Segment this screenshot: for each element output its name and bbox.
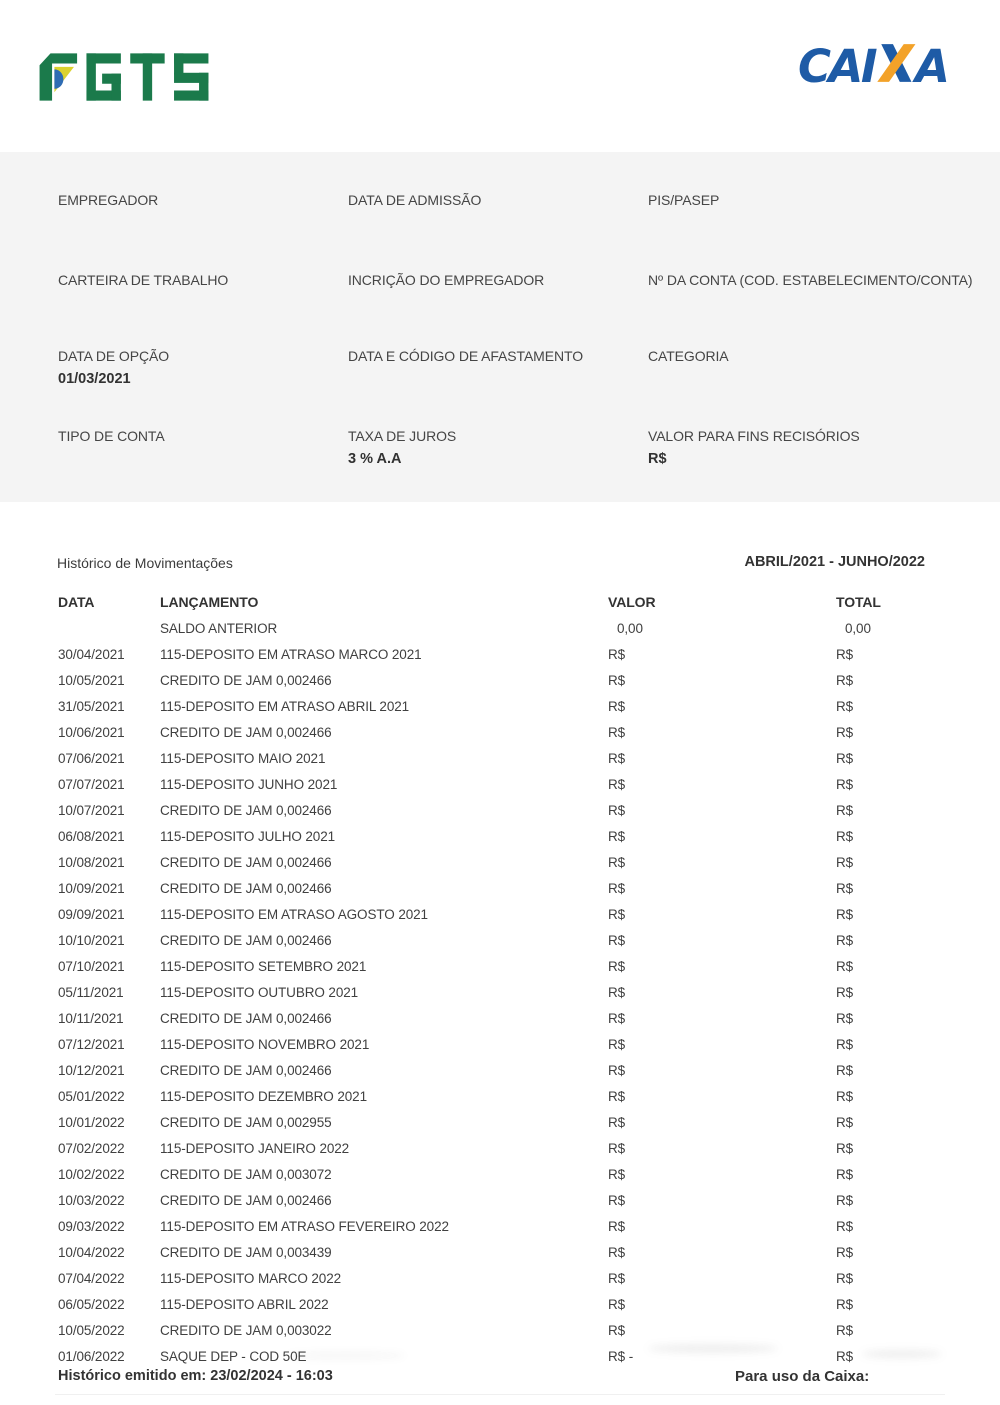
cell-lancamento: 115-DEPOSITO JANEIRO 2022 xyxy=(160,1140,350,1156)
info-label: CARTEIRA DE TRABALHO xyxy=(58,272,229,288)
caixa-logo-text-left: CAI xyxy=(798,39,876,93)
cell-lancamento: CREDITO DE JAM 0,002466 xyxy=(160,1192,332,1208)
scan-smudge xyxy=(286,1352,406,1359)
cell-date: 10/10/2021 xyxy=(58,932,125,948)
cell-valor: R$ xyxy=(608,672,626,688)
cell-valor: 0,00 xyxy=(617,620,643,636)
cell-date: 10/05/2022 xyxy=(58,1322,125,1338)
cell-date: 09/09/2021 xyxy=(58,906,125,922)
cell-date: 07/02/2022 xyxy=(58,1140,125,1156)
cell-valor: R$ xyxy=(608,1088,626,1104)
cell-date: 10/11/2021 xyxy=(58,1010,124,1026)
cell-valor: R$ xyxy=(608,958,626,974)
cell-date: 09/03/2022 xyxy=(58,1218,125,1234)
cell-total: R$ xyxy=(836,984,854,1000)
caixa-logo-text-right: A xyxy=(915,39,948,93)
info-field xyxy=(348,428,648,467)
info-label: TAXA DE JUROS xyxy=(348,428,457,444)
cell-valor: R$ xyxy=(608,1296,626,1312)
cell-lancamento: CREDITO DE JAM 0,002955 xyxy=(160,1114,332,1130)
cell-total: R$ xyxy=(836,646,854,662)
cell-valor: R$ xyxy=(608,1192,626,1208)
cell-total: R$ xyxy=(836,1062,854,1078)
table-row xyxy=(58,979,948,1005)
cell-valor: R$ xyxy=(608,1270,626,1286)
info-field xyxy=(58,428,358,444)
cell-lancamento: 115-DEPOSITO EM ATRASO ABRIL 2021 xyxy=(160,698,410,714)
cell-total: R$ xyxy=(836,906,854,922)
table-row xyxy=(58,1031,948,1057)
cell-total: R$ xyxy=(836,932,854,948)
cell-lancamento: 115-DEPOSITO SETEMBRO 2021 xyxy=(160,958,367,974)
cell-total: R$ xyxy=(836,724,854,740)
column-header-data: DATA xyxy=(58,594,95,610)
cell-valor: R$ xyxy=(608,646,626,662)
cell-lancamento: CREDITO DE JAM 0,002466 xyxy=(160,1010,332,1026)
cell-lancamento: 115-DEPOSITO EM ATRASO FEVEREIRO 2022 xyxy=(160,1218,449,1234)
cell-lancamento: 115-DEPOSITO EM ATRASO AGOSTO 2021 xyxy=(160,906,428,922)
info-value: 01/03/2021 xyxy=(58,371,131,387)
table-row xyxy=(58,875,948,901)
info-label: INCRIÇÃO DO EMPREGADOR xyxy=(348,272,545,288)
cell-total: R$ xyxy=(836,1322,854,1338)
info-label: DATA DE ADMISSÃO xyxy=(348,192,482,208)
table-row xyxy=(58,1265,948,1291)
table-row xyxy=(58,641,948,667)
fgts-logo xyxy=(38,50,210,109)
cell-total: R$ xyxy=(836,1140,854,1156)
column-header-valor: VALOR xyxy=(608,594,656,610)
cell-total: R$ xyxy=(836,1114,854,1130)
cell-total: R$ xyxy=(836,854,854,870)
info-field xyxy=(348,272,648,288)
cell-lancamento: SAQUE DEP - COD 50E xyxy=(160,1348,307,1364)
cell-valor: R$ xyxy=(608,776,626,792)
cell-valor: R$ xyxy=(608,1062,626,1078)
info-field xyxy=(58,348,358,387)
cell-total: R$ xyxy=(836,1244,854,1260)
table-header-row xyxy=(58,589,948,615)
table-body xyxy=(58,615,948,1369)
cell-valor: R$ xyxy=(608,906,626,922)
table-row xyxy=(58,1083,948,1109)
cell-total: R$ xyxy=(836,1270,854,1286)
cell-total: R$ xyxy=(836,880,854,896)
table-row xyxy=(58,1187,948,1213)
cell-date: 07/12/2021 xyxy=(58,1036,125,1052)
footer-divider xyxy=(55,1394,945,1395)
history-period: ABRIL/2021 - JUNHO/2022 xyxy=(744,554,925,570)
table-row xyxy=(58,615,948,641)
info-label: EMPREGADOR xyxy=(58,192,159,208)
info-label: Nº DA CONTA (COD. ESTABELECIMENTO/CONTA) xyxy=(648,272,973,288)
cell-date: 10/05/2021 xyxy=(58,672,125,688)
cell-total: R$ xyxy=(836,1010,854,1026)
cell-total: R$ xyxy=(836,802,854,818)
cell-total: R$ xyxy=(836,750,854,766)
table-row xyxy=(58,953,948,979)
table-row xyxy=(58,927,948,953)
cell-valor: R$ xyxy=(608,1114,626,1130)
scan-smudge xyxy=(648,1344,778,1353)
cell-valor: R$ xyxy=(608,984,626,1000)
table-row xyxy=(58,1109,948,1135)
table-row xyxy=(58,823,948,849)
cell-lancamento: 115-DEPOSITO NOVEMBRO 2021 xyxy=(160,1036,370,1052)
info-value: 3 % A.A xyxy=(348,451,402,467)
cell-valor: R$ xyxy=(608,880,626,896)
cell-lancamento: SALDO ANTERIOR xyxy=(160,620,278,636)
cell-total: R$ xyxy=(836,1036,854,1052)
table-row xyxy=(58,1135,948,1161)
cell-lancamento: CREDITO DE JAM 0,002466 xyxy=(160,724,332,740)
info-field xyxy=(348,348,648,364)
info-label: DATA E CÓDIGO DE AFASTAMENTO xyxy=(348,348,583,364)
table-row xyxy=(58,693,948,719)
info-label: VALOR PARA FINS RECISÓRIOS xyxy=(648,428,860,444)
info-label: PIS/PASEP xyxy=(648,192,720,208)
cell-lancamento: 115-DEPOSITO JUNHO 2021 xyxy=(160,776,338,792)
cell-lancamento: CREDITO DE JAM 0,002466 xyxy=(160,854,332,870)
info-field xyxy=(648,192,948,208)
emitted-timestamp: Histórico emitido em: 23/02/2024 - 16:03 xyxy=(58,1368,333,1384)
scan-smudge xyxy=(862,1350,942,1358)
table-row xyxy=(58,901,948,927)
caixa-use-label: Para uso da Caixa: xyxy=(735,1368,870,1385)
table-row xyxy=(58,1161,948,1187)
cell-date: 01/06/2022 xyxy=(58,1348,125,1364)
info-field xyxy=(348,192,648,208)
cell-valor: R$ xyxy=(608,698,626,714)
table-row xyxy=(58,797,948,823)
cell-total: R$ xyxy=(836,1192,854,1208)
employer-info-panel xyxy=(0,152,1000,502)
cell-date: 10/02/2022 xyxy=(58,1166,125,1182)
cell-lancamento: CREDITO DE JAM 0,002466 xyxy=(160,932,332,948)
cell-valor: R$ xyxy=(608,1140,626,1156)
cell-valor: R$ - xyxy=(608,1348,634,1364)
cell-lancamento: CREDITO DE JAM 0,002466 xyxy=(160,880,332,896)
cell-total: R$ xyxy=(836,1166,854,1182)
cell-valor: R$ xyxy=(608,1036,626,1052)
cell-date: 10/08/2021 xyxy=(58,854,125,870)
cell-date: 10/12/2021 xyxy=(58,1062,125,1078)
table-row xyxy=(58,849,948,875)
cell-valor: R$ xyxy=(608,854,626,870)
info-field xyxy=(58,272,358,288)
cell-valor: R$ xyxy=(608,1322,626,1338)
cell-valor: R$ xyxy=(608,724,626,740)
column-header-total: TOTAL xyxy=(836,594,881,610)
cell-date: 30/04/2021 xyxy=(58,646,125,662)
cell-date: 10/06/2021 xyxy=(58,724,125,740)
cell-total: R$ xyxy=(836,1296,854,1312)
column-header-lancamento: LANÇAMENTO xyxy=(160,594,259,610)
table-row xyxy=(58,667,948,693)
table-row xyxy=(58,1291,948,1317)
cell-lancamento: CREDITO DE JAM 0,003439 xyxy=(160,1244,332,1260)
cell-lancamento: 115-DEPOSITO MAIO 2021 xyxy=(160,750,326,766)
cell-lancamento: 115-DEPOSITO OUTUBRO 2021 xyxy=(160,984,359,1000)
cell-total: R$ xyxy=(836,776,854,792)
cell-lancamento: CREDITO DE JAM 0,002466 xyxy=(160,802,332,818)
info-value: R$ xyxy=(648,451,667,467)
cell-date: 10/09/2021 xyxy=(58,880,125,896)
cell-date: 10/04/2022 xyxy=(58,1244,125,1260)
cell-valor: R$ xyxy=(608,932,626,948)
cell-date: 31/05/2021 xyxy=(58,698,125,714)
table-row xyxy=(58,1213,948,1239)
cell-total: R$ xyxy=(836,828,854,844)
cell-date: 07/06/2021 xyxy=(58,750,125,766)
cell-lancamento: CREDITO DE JAM 0,002466 xyxy=(160,1062,332,1078)
cell-total: R$ xyxy=(836,672,854,688)
cell-date: 10/01/2022 xyxy=(58,1114,125,1130)
table-row xyxy=(58,771,948,797)
transactions-table xyxy=(58,589,948,1369)
history-title: Histórico de Movimentações xyxy=(57,555,233,571)
info-label: TIPO DE CONTA xyxy=(58,428,165,444)
table-row xyxy=(58,1057,948,1083)
cell-valor: R$ xyxy=(608,828,626,844)
cell-valor: R$ xyxy=(608,1010,626,1026)
cell-lancamento: 115-DEPOSITO JULHO 2021 xyxy=(160,828,336,844)
cell-total: R$ xyxy=(836,1348,854,1364)
info-field xyxy=(648,348,948,364)
cell-lancamento: 115-DEPOSITO MARCO 2022 xyxy=(160,1270,342,1286)
cell-lancamento: CREDITO DE JAM 0,002466 xyxy=(160,672,332,688)
cell-lancamento: CREDITO DE JAM 0,003022 xyxy=(160,1322,332,1338)
cell-valor: R$ xyxy=(608,1218,626,1234)
caixa-logo xyxy=(798,39,948,93)
cell-lancamento: 115-DEPOSITO DEZEMBRO 2021 xyxy=(160,1088,367,1104)
info-field xyxy=(58,192,358,208)
table-row xyxy=(58,1317,948,1343)
cell-valor: R$ xyxy=(608,1244,626,1260)
cell-date: 05/01/2022 xyxy=(58,1088,125,1104)
cell-lancamento: 115-DEPOSITO EM ATRASO MARCO 2021 xyxy=(160,646,422,662)
cell-date: 05/11/2021 xyxy=(58,984,124,1000)
cell-valor: R$ xyxy=(608,1166,626,1182)
info-label: DATA DE OPÇÃO xyxy=(58,348,169,364)
cell-date: 10/07/2021 xyxy=(58,802,125,818)
cell-total: R$ xyxy=(836,698,854,714)
cell-date: 07/04/2022 xyxy=(58,1270,125,1286)
cell-date: 07/10/2021 xyxy=(58,958,125,974)
table-row xyxy=(58,1005,948,1031)
table-row xyxy=(58,745,948,771)
info-field xyxy=(648,272,973,288)
table-row xyxy=(58,1239,948,1265)
table-row xyxy=(58,1343,948,1369)
cell-total: R$ xyxy=(836,1088,854,1104)
cell-total: R$ xyxy=(836,1218,854,1234)
info-label: CATEGORIA xyxy=(648,348,729,364)
cell-total: R$ xyxy=(836,958,854,974)
cell-valor: R$ xyxy=(608,802,626,818)
cell-valor: R$ xyxy=(608,750,626,766)
cell-date: 10/03/2022 xyxy=(58,1192,125,1208)
table-row xyxy=(58,719,948,745)
caixa-x-icon xyxy=(876,43,917,90)
cell-total: 0,00 xyxy=(845,620,871,636)
cell-date: 06/05/2022 xyxy=(58,1296,125,1312)
cell-date: 07/07/2021 xyxy=(58,776,125,792)
cell-lancamento: 115-DEPOSITO ABRIL 2022 xyxy=(160,1296,329,1312)
cell-date: 06/08/2021 xyxy=(58,828,125,844)
fgts-logo-graphic xyxy=(38,50,210,104)
info-field xyxy=(648,428,948,467)
cell-lancamento: CREDITO DE JAM 0,003072 xyxy=(160,1166,332,1182)
